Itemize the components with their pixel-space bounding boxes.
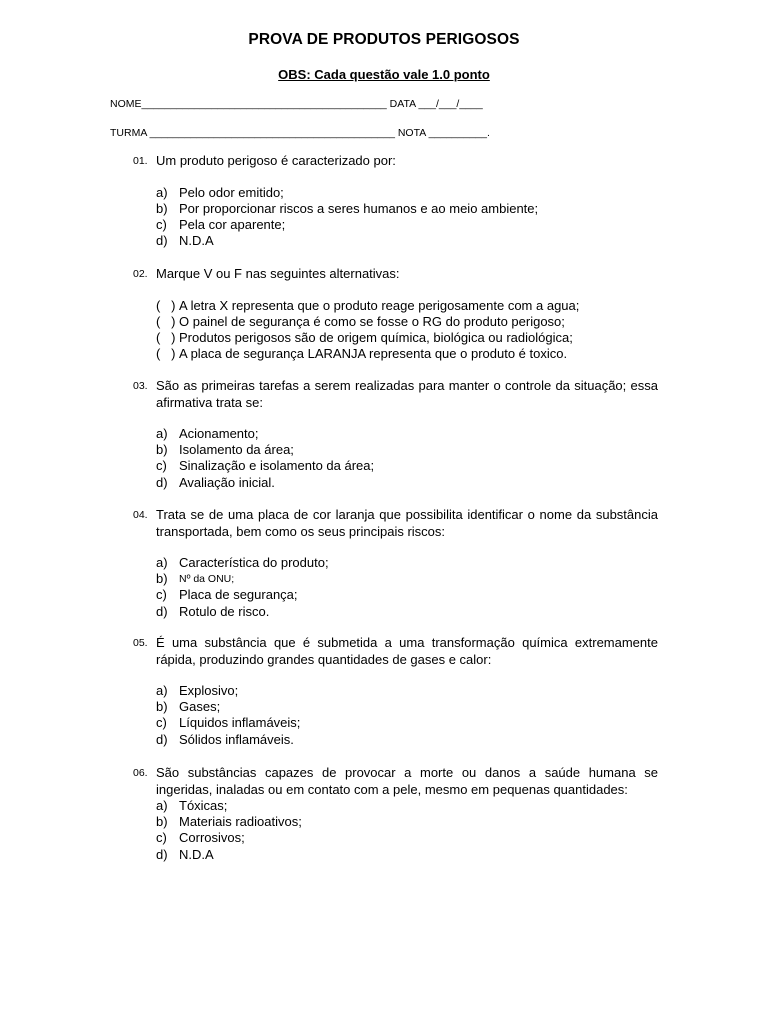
obs-note: OBS: Cada questão vale 1.0 ponto bbox=[278, 67, 490, 82]
option-list bbox=[156, 555, 658, 620]
option-list bbox=[156, 683, 658, 748]
option-d[interactable] bbox=[156, 475, 658, 491]
answer-box[interactable]: ( ) bbox=[156, 297, 176, 313]
option-b[interactable] bbox=[156, 571, 658, 587]
option-label: c) bbox=[156, 216, 167, 232]
question-text: São as primeiras tarefas a serem realizadas para manter o controle da situação; essa afirmativa trata se: bbox=[156, 378, 658, 410]
question-03 bbox=[133, 378, 658, 491]
option-text: Pelo odor emitido; bbox=[179, 184, 284, 200]
true-false-item[interactable] bbox=[156, 314, 658, 330]
question-text: É uma substância que é submetida a uma transformação química extremamente rápida, produzindo grandes quantidades de gases e calor: bbox=[156, 635, 658, 667]
true-false-item[interactable] bbox=[156, 298, 658, 314]
option-c[interactable] bbox=[156, 217, 658, 233]
option-a[interactable] bbox=[156, 555, 658, 571]
option-label: a) bbox=[156, 184, 168, 200]
option-text: Característica do produto; bbox=[179, 555, 329, 570]
option-text: Explosivo; bbox=[179, 683, 239, 698]
question-01 bbox=[133, 153, 658, 249]
answer-box[interactable]: ( ) bbox=[156, 329, 176, 345]
question-number: 06. bbox=[133, 767, 148, 779]
option-b[interactable] bbox=[156, 814, 658, 830]
answer-box[interactable]: ( ) bbox=[156, 313, 176, 329]
option-text: Líquidos inflamáveis; bbox=[179, 715, 301, 731]
item-text: A letra X representa que o produto reage perigosamente com a agua; bbox=[179, 297, 580, 313]
option-text: Acionamento; bbox=[179, 426, 259, 441]
option-d[interactable] bbox=[156, 847, 658, 863]
question-number: 02. bbox=[133, 268, 148, 280]
option-label: a) bbox=[156, 426, 168, 441]
option-b[interactable] bbox=[156, 442, 658, 458]
item-text: O painel de segurança é como se fosse o RG do produto perigoso; bbox=[179, 313, 565, 329]
option-b[interactable] bbox=[156, 201, 658, 217]
option-a[interactable] bbox=[156, 426, 658, 442]
option-c[interactable] bbox=[156, 715, 658, 731]
option-a[interactable] bbox=[156, 185, 658, 201]
option-list bbox=[156, 798, 658, 863]
option-label: b) bbox=[156, 442, 168, 458]
option-c[interactable] bbox=[156, 830, 658, 846]
option-label: c) bbox=[156, 458, 167, 474]
option-label: c) bbox=[156, 715, 167, 731]
true-false-list bbox=[156, 298, 658, 363]
option-text: Isolamento da área; bbox=[179, 442, 294, 458]
option-label: d) bbox=[156, 731, 168, 747]
true-false-item[interactable] bbox=[156, 330, 658, 346]
option-label: a) bbox=[156, 798, 168, 813]
question-text: Trata se de uma placa de cor laranja que possibilita identificar o nome da substância transportada, bem como os seus principais riscos: bbox=[156, 507, 658, 539]
page-title: PROVA DE PRODUTOS PERIGOSOS bbox=[248, 31, 520, 48]
option-list bbox=[156, 426, 658, 491]
option-label: d) bbox=[156, 233, 168, 249]
option-text: Corrosivos; bbox=[179, 830, 245, 846]
option-c[interactable] bbox=[156, 458, 658, 474]
option-text: N.D.A bbox=[179, 233, 214, 249]
nome-data-field: NOME__________________________________________ DATA ___/___/____ bbox=[110, 98, 483, 110]
question-02 bbox=[133, 266, 658, 362]
true-false-item[interactable] bbox=[156, 346, 658, 362]
option-text: Tóxicas; bbox=[179, 798, 228, 813]
question-number: 01. bbox=[133, 155, 148, 167]
option-label: b) bbox=[156, 699, 168, 715]
option-label: d) bbox=[156, 474, 168, 490]
option-text: Pela cor aparente; bbox=[179, 216, 286, 232]
option-text: Avaliação inicial. bbox=[179, 474, 275, 490]
option-label: b) bbox=[156, 814, 168, 830]
option-a[interactable] bbox=[156, 683, 658, 699]
option-text: Nº da ONU; bbox=[179, 573, 235, 586]
option-label: b) bbox=[156, 200, 168, 216]
option-a[interactable] bbox=[156, 798, 658, 814]
question-06 bbox=[133, 765, 658, 863]
option-label: d) bbox=[156, 846, 168, 862]
question-text: São substâncias capazes de provocar a morte ou danos a saúde humana se ingeridas, inaladas ou em contato com a pele, mesmo em pequenas quantidades: bbox=[156, 765, 658, 797]
option-label: a) bbox=[156, 683, 168, 698]
option-text: Materiais radioativos; bbox=[179, 814, 302, 830]
option-c[interactable] bbox=[156, 587, 658, 603]
option-label: a) bbox=[156, 555, 168, 570]
option-d[interactable] bbox=[156, 732, 658, 748]
option-list bbox=[156, 185, 658, 250]
question-number: 03. bbox=[133, 380, 148, 392]
option-d[interactable] bbox=[156, 233, 658, 249]
option-text: Sólidos inflamáveis. bbox=[179, 731, 294, 747]
question-text: Marque V ou F nas seguintes alternativas: bbox=[156, 266, 400, 281]
option-b[interactable] bbox=[156, 699, 658, 715]
option-text: Gases; bbox=[179, 699, 221, 715]
option-label: b) bbox=[156, 571, 168, 587]
answer-box[interactable]: ( ) bbox=[156, 346, 176, 362]
option-text: Rotulo de risco. bbox=[179, 603, 270, 619]
question-number: 04. bbox=[133, 509, 148, 521]
question-05 bbox=[133, 635, 658, 748]
option-label: d) bbox=[156, 603, 168, 619]
question-04 bbox=[133, 507, 658, 620]
option-label: c) bbox=[156, 830, 167, 846]
option-text: Placa de segurança; bbox=[179, 587, 298, 603]
option-text: Por proporcionar riscos a seres humanos e ao meio ambiente; bbox=[179, 200, 539, 216]
option-text: Sinalização e isolamento da área; bbox=[179, 458, 375, 474]
option-text: N.D.A bbox=[179, 846, 214, 862]
question-number: 05. bbox=[133, 637, 148, 649]
option-label: c) bbox=[156, 587, 167, 603]
item-text: Produtos perigosos são de origem química, biológica ou radiológica; bbox=[179, 329, 573, 345]
item-text: A placa de segurança LARANJA representa que o produto é toxico. bbox=[179, 346, 568, 362]
question-text: Um produto perigoso é caracterizado por: bbox=[156, 153, 396, 168]
option-d[interactable] bbox=[156, 604, 658, 620]
turma-nota-field: TURMA __________________________________________ NOTA __________. bbox=[110, 127, 490, 139]
